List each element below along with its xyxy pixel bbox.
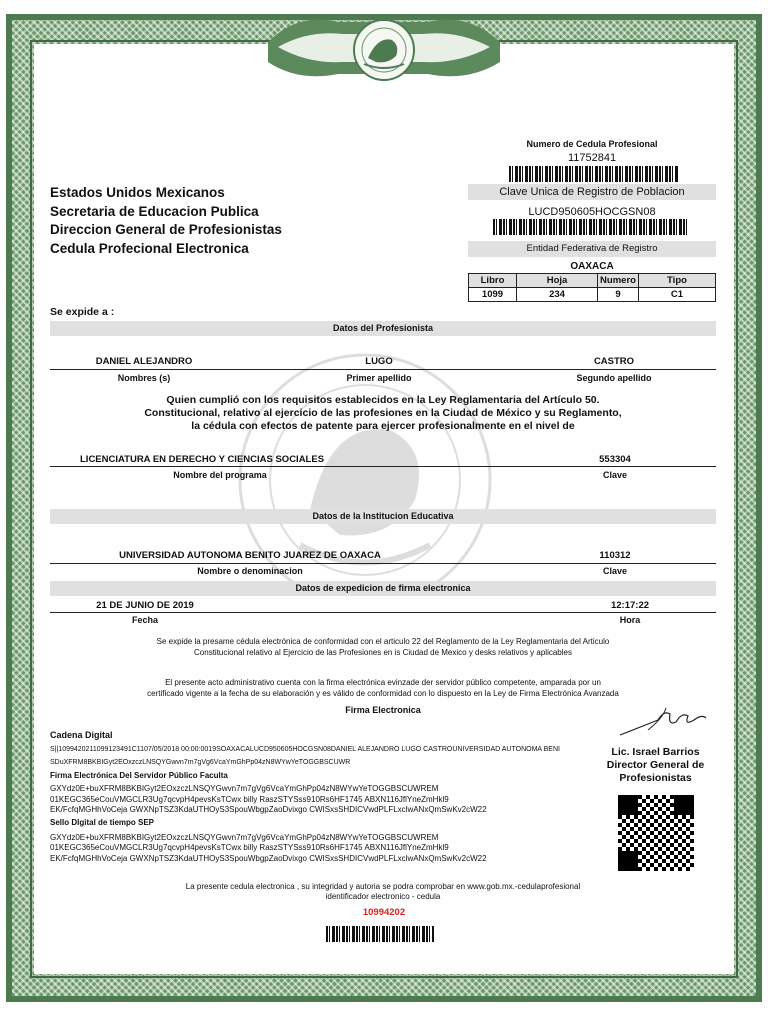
legal-line: Constitucional relativo al Ejercicio de las Profesiones en is Ciudad de Mexico y desks relativos y aplicables [194,647,572,657]
verification-line: La presente cedula electronica , su integridad y autoria se podra comprobar en www.gob.mx.-cedulaprofesional [185,882,581,891]
entidad-value: OAXACA [570,261,614,272]
legal-paragraph-1 [50,637,716,658]
signer-title: Director General de [606,759,705,771]
cadena-line: S||1099420211099123491C1107/05/2018 00:00:0019SOAXACALUCD950605HOCGSN08DANIEL ALEJANDRO LUGO CASTROUNIVERSIDAD AUTONOMA BENI [50,746,560,753]
primer-apellido-value: LUGO [365,356,393,367]
signer-title: Profesionistas [619,772,692,784]
cadena-digital-block [50,730,600,864]
section-expedicion: Datos de expedicion de firma electronica [50,581,716,596]
nombres-label: Nombres (s) [117,373,171,383]
table-cell-numero: 9 [598,288,639,302]
firma-servidor-title: Firma Electrónica Del Servidor Público Facultа [50,771,228,780]
section-profesionista: Datos del Profesionista [50,321,716,336]
firma-line: GXYdz0E+buXFRM8BKBIGyt2EOxzczLNSQYGwvn7m7gVg6VcaYmGhPp04zN8WYwYeTOGGBSCUWREM [50,784,439,793]
header-line-country: Estados Unidos Mexicanos [50,185,225,200]
curp-label: Clave Unica de Registro de Poblacion [468,184,716,200]
table-header-libro: Libro [469,274,517,288]
nombres-value: DANIEL ALEJANDRO [95,356,193,367]
legal-line: certificado vigente a la fecha de su elaboración y es válido de conformidad con lo dispuesto en la Ley de Firma Electrónica Avanzada [147,688,619,698]
cedula-number-label: Numero de Cedula Profesional [526,139,658,149]
national-seal-emblem [268,12,500,90]
handwritten-signature [618,700,708,740]
fecha-value: 21 DE JUNIO DE 2019 [96,600,194,611]
verification-line: identificador electronico - cedula [325,892,441,901]
table-cell-hoja: 234 [517,288,598,302]
entidad-label: Entidad Federativa de Registro [468,241,716,257]
header-line-direccion: Direccion General de Profesionistas [50,222,282,237]
sello-title: Sello DIgital de tiempo SEP [50,817,155,827]
divider [50,612,716,613]
programa-name: LICENCIATURA EN DERECHO Y CIENCIAS SOCIALES [80,454,325,465]
requirements-statement [50,394,716,433]
institucion-clave-label: Clave [602,566,628,576]
programa-clave: 553304 [599,454,631,465]
segundo-apellido-label: Segundo apellido [576,373,652,383]
hora-value: 12:17:22 [610,600,650,611]
firma-electronica-title: Firma Electronica [345,705,421,715]
institucion-name: UNIVERSIDAD AUTONOMA BENITO JUAREZ DE OAXACA [119,550,381,561]
table-cell-libro: 1099 [469,288,517,302]
registro-table [468,273,716,302]
verification-text [150,882,616,902]
institucion-clave: 110312 [599,550,631,561]
barcode-cedula [509,166,679,182]
sello-line: EK/FcfqMGHhVoCeja GWXNpTSZ3KdaUTHOyS3SpouWbgpZaoDvixgo CWISxsSHDICVwdPLFLxclwANxQmSwKv2cW22 [50,853,487,863]
divider [50,466,716,467]
hora-label: Hora [619,615,641,625]
se-expide-label: Se expide a : [50,306,115,318]
segundo-apellido-value: CASTRO [593,356,635,367]
qr-code [618,795,694,871]
statement-line: Constitucional, relativo al ejercicio de las profesiones en la Ciudad de México y su Reglamento, [144,407,622,419]
primer-apellido-label: Primer apellido [346,373,412,383]
sello-line: GXYdz0E+buXFRM8BKBIGyt2EOxzczLNSQYGwvn7m7gVg6VcaYmGhPp04zN8WYwYeTOGGBSCUWREM [50,832,439,842]
table-header-tipo: Tipo [639,274,716,288]
barcode-identifier [326,926,434,942]
curp-value: LUCD950605HOCGSN08 [528,206,656,218]
table-header-hoja: Hoja [517,274,598,288]
section-institucion: Datos de la Institucion Educativa [50,509,716,524]
divider [50,563,716,564]
cadena-line: SDuXFRM8BKBIGyt2EOxzczLNSQYGwvn7m7gVg6VcaYmGhPp04zN8WYwYeTOGGBSCUWR [50,758,351,766]
header-line-secretaria: Secretaria de Educacion Publica [50,203,259,219]
legal-paragraph-2 [50,678,716,699]
statement-line: la cédula con efectos de patente para ejercer profesionalmente en el nivel de [191,420,575,432]
legal-line: Se expide la presame cédula electrónica de conformidad con el articulo 22 del Reglamento de la Ley Reglamentaria del Articulo [156,637,610,646]
legal-line: El presente acto administrativo cuenta con la firma electrónica evinzade der servidor público competente, amparada por un [165,678,601,687]
divider [50,369,716,370]
signer-block [598,746,713,785]
cedula-number: 11752841 [567,152,617,164]
electronic-identifier: 10994202 [362,907,406,918]
barcode-curp [493,219,689,235]
table-header-numero: Numero [598,274,639,288]
table-cell-tipo: C1 [639,288,716,302]
statement-line: Quien cumplió con los requisitos establecidos en la Ley Reglamentaria del Artículo 50. [166,394,600,406]
signer-name: Lic. Israel Barrios [611,746,700,758]
header-line-cedula: Cedula Profecional Electronica [50,240,249,256]
programa-clave-label: Clave [602,470,628,480]
issuer-header [50,184,282,258]
sello-line: 01KEGC365eCouVMGCLR3Ug7qcvpH4pevsKsTCwx billy RaszSTYSss910Rs6HF1745 ABXN116JflYneZmHkl9 [50,843,449,852]
cadena-title: Cadena Digital [50,730,113,740]
programa-name-label: Nombre del programa [173,470,267,480]
firma-line: 01KEGC365eCouVMGCLR3Ug7qcvpH4pevsKsTCwx billy RaszSTYSss910Rs6HF1745 ABXN116JflYneZmHkl9 [50,794,449,804]
institucion-name-label: Nombre o denominacion [197,566,303,576]
fecha-label: Fecha [131,615,158,625]
firma-line: EK/FcfqMGHhVoCeja GWXNpTSZ3KdaUTHOyS3SpouWbgpZaoDvixgo CWISxsSHDICVwdPLFLxclwANxQmSwKv2cW22 [50,805,487,814]
